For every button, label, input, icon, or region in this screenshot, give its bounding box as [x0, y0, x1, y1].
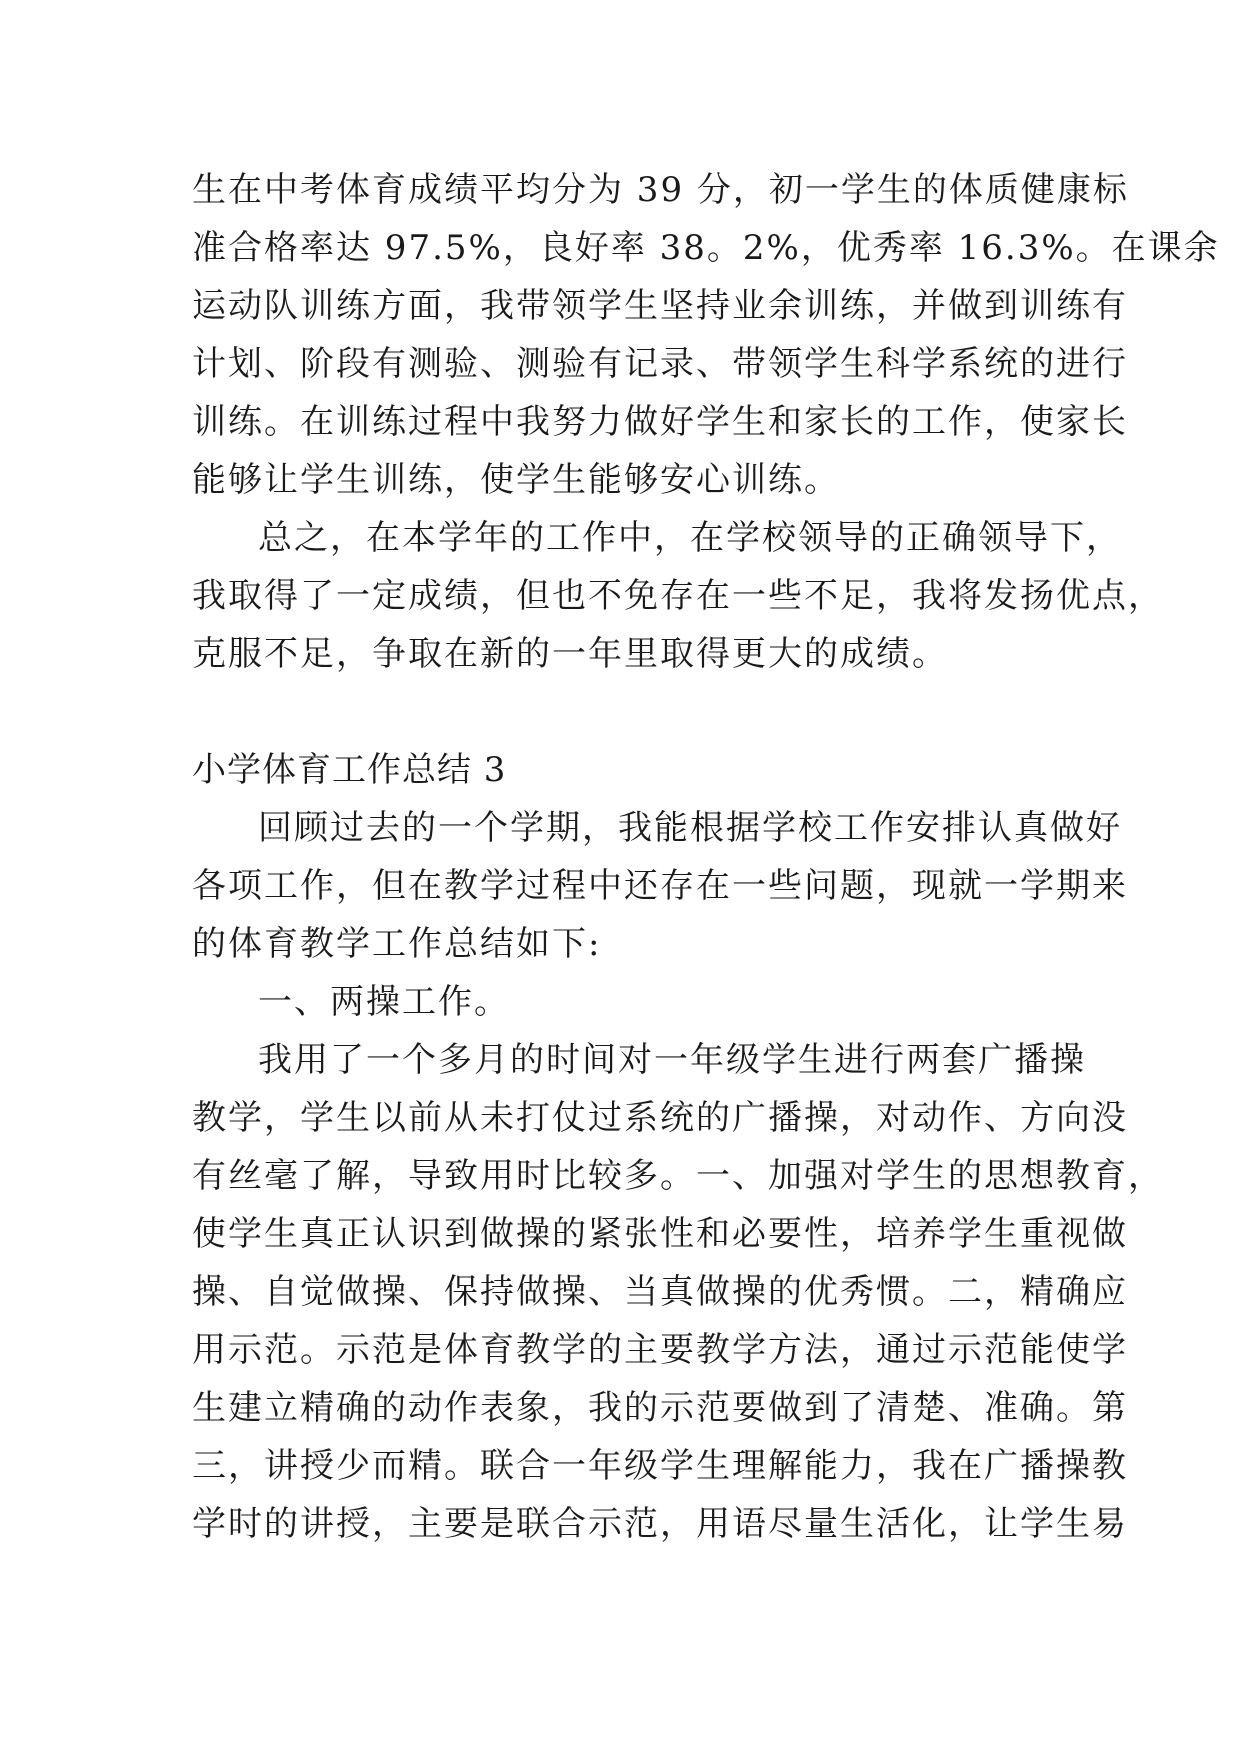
text-line: 克服不足，争取在新的一年里取得更大的成绩。 — [192, 634, 948, 674]
text-line: 用示范。示范是体育教学的主要教学方法，通过示范能使学 — [192, 1330, 1128, 1370]
text-line: 训练。在训练过程中我努力做好学生和家长的工作，使家长 — [192, 402, 1128, 442]
text-line: 回顾过去的一个学期，我能根据学校工作安排认真做好 — [258, 808, 1122, 848]
text-line: 教学，学生以前从未打仗过系统的广播操，对动作、方向没 — [192, 1098, 1128, 1138]
text-line: 有丝毫了解，导致用时比较多。一、加强对学生的思想教育， — [192, 1156, 1164, 1196]
text-line: 操、自觉做操、保持做操、当真做操的优秀惯。二，精确应 — [192, 1272, 1128, 1312]
text-line: 生在中考体育成绩平均分为 39 分，初一学生的体质健康标 — [192, 170, 1129, 210]
text-line: 学时的讲授，主要是联合示范，用语尽量生活化，让学生易 — [192, 1504, 1128, 1544]
subheading: 一、两操工作。 — [258, 982, 510, 1022]
text-line: 计划、阶段有测验、测验有记录、带领学生科学系统的进行 — [192, 344, 1128, 384]
text-line: 各项工作，但在教学过程中还存在一些问题，现就一学期来 — [192, 866, 1128, 906]
text-line: 能够让学生训练，使学生能够安心训练。 — [192, 460, 840, 500]
text-line: 总之，在本学年的工作中，在学校领导的正确领导下， — [258, 518, 1122, 558]
text-line: 运动队训练方面，我带领学生坚持业余训练，并做到训练有 — [192, 286, 1128, 326]
text-line: 使学生真正认识到做操的紧张性和必要性，培养学生重视做 — [192, 1214, 1128, 1254]
text-line: 我取得了一定成绩，但也不免存在一些不足，我将发扬优点， — [192, 576, 1164, 616]
section-title: 小学体育工作总结 3 — [192, 750, 507, 790]
text-line: 准合格率达 97.5%，良好率 38。2%，优秀率 16.3%。在课余 — [192, 228, 1220, 268]
text-line: 的体育教学工作总结如下: — [192, 924, 602, 964]
text-line: 三，讲授少而精。联合一年级学生理解能力，我在广播操教 — [192, 1446, 1128, 1486]
text-line: 生建立精确的动作表象，我的示范要做到了清楚、准确。第 — [192, 1388, 1128, 1428]
text-line: 我用了一个多月的时间对一年级学生进行两套广播操 — [258, 1040, 1086, 1080]
